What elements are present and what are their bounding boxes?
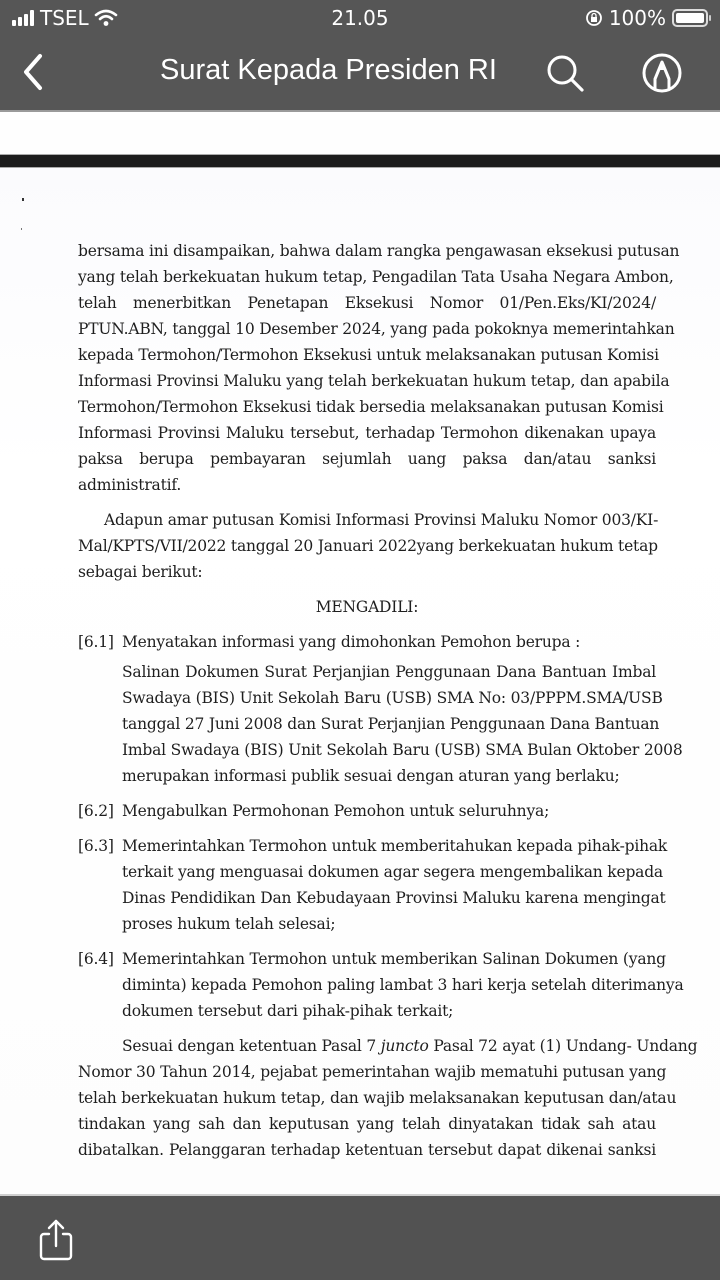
- text-line: paksa berupa pembayaran sejumlah uang paksa dan/atau sanksi: [78, 450, 656, 468]
- ruling-item-6-2: [78, 798, 656, 824]
- paragraph-3: [78, 1033, 698, 1163]
- top-bar: [0, 0, 720, 110]
- item-number: [6.3]: [78, 837, 114, 855]
- markup-pen-icon: [640, 51, 684, 95]
- text-line: bersama ini disampaikan, bahwa dalam rangka pengawasan eksekusi putusan: [78, 242, 680, 260]
- navigation-bar: [0, 40, 720, 106]
- text-line: Salinan Dokumen Surat Perjanjian Penggunaan Dana Bantuan Imbal: [122, 663, 656, 681]
- battery-icon: [672, 9, 708, 27]
- paragraph-1: [78, 238, 680, 498]
- document-page: [0, 168, 720, 1194]
- text-line: dokumen tersebut dari pihak-pihak terkait;: [122, 1002, 454, 1020]
- text-line: Imbal Swadaya (BIS) Unit Sekolah Baru (USB) SMA Bulan Oktober 2008: [122, 741, 683, 759]
- text-line: merupakan informasi publik sesuai dengan aturan yang berlaku;: [122, 767, 620, 785]
- text-line: yang telah berkekuatan hukum tetap, Pengadilan Tata Usaha Negara Ambon,: [78, 268, 674, 286]
- status-bar: [0, 0, 720, 36]
- item-number: [6.4]: [78, 950, 114, 968]
- search-icon: [544, 52, 588, 96]
- scan-speck: [22, 198, 24, 201]
- text-line: telah menerbitkan Penetapan Eksekusi Nomor 01/Pen.Eks/KI/2024/: [78, 294, 656, 312]
- carrier-name: TSEL: [40, 6, 89, 30]
- text-line: Termohon/Termohon Eksekusi tidak bersedia melaksanakan putusan Komisi: [78, 398, 664, 416]
- document-text: [78, 238, 698, 1163]
- text-line: terkait yang menguasai dokumen agar segera mengembalikan kepada: [122, 863, 663, 881]
- text-line: tanggal 27 Juni 2008 dan Surat Perjanjian Penggunaan Dana Bantuan: [122, 715, 660, 733]
- ruling-item-6-3: [78, 833, 668, 937]
- text-segment: Sesuai dengan ketentuan Pasal 7: [122, 1037, 381, 1055]
- text-line: Mengabulkan Permohonan Pemohon untuk seluruhnya;: [122, 802, 550, 820]
- document-title: Surat Kepada Presiden RI: [160, 54, 497, 86]
- text-line: Adapun amar putusan Komisi Informasi Provinsi Maluku Nomor 003/KI-: [104, 511, 659, 529]
- ruling-item-6-1: [78, 629, 683, 789]
- text-line: dibatalkan. Pelanggaran terhadap ketentuan tersebut dapat dikenai sanksi: [78, 1141, 656, 1159]
- italic-term: juncto: [380, 1037, 429, 1055]
- text-line: Swadaya (BIS) Unit Sekolah Baru (USB) SMA No: 03/PPPM.SMA/USB: [122, 689, 663, 707]
- markup-button[interactable]: [640, 51, 684, 95]
- status-right: [585, 6, 708, 30]
- search-button[interactable]: [544, 52, 588, 96]
- text-line: Dinas Pendidikan Dan Kebudayaan Provinsi Maluku karena mengingat: [122, 889, 666, 907]
- status-time: 21.05: [331, 6, 389, 30]
- ruling-item-6-4: [78, 946, 684, 1024]
- section-heading: MENGADILI:: [315, 598, 419, 616]
- battery-percent: 100%: [608, 6, 666, 30]
- text-line: [78, 1033, 698, 1059]
- chevron-left-icon: [18, 52, 54, 92]
- text-line: Informasi Provinsi Maluku yang telah berkekuatan hukum tetap, dan apabila: [78, 372, 670, 390]
- text-line: administratif.: [78, 476, 182, 494]
- paragraph-2: [78, 507, 659, 585]
- text-line: Informasi Provinsi Maluku tersebut, terhadap Termohon dikenakan upaya: [78, 424, 656, 442]
- page-separator: [0, 154, 720, 168]
- text-line: telah berkekuatan hukum tetap, dan wajib melaksanakan keputusan dan/atau: [78, 1089, 677, 1107]
- text-line: proses hukum telah selesai;: [122, 915, 336, 933]
- text-line: Mal/KPTS/VII/2022 tanggal 20 Januari 2022yang berkekuatan hukum tetap: [78, 537, 658, 555]
- text-line: sebagai berikut:: [78, 563, 203, 581]
- text-line: Memerintahkan Termohon untuk memberikan Salinan Dokumen (yang: [122, 950, 666, 968]
- back-button[interactable]: [18, 52, 54, 92]
- text-line: PTUN.ABN, tanggal 10 Desember 2024, yang pada pokoknya memerintahkan: [78, 320, 675, 338]
- text-line: Menyatakan informasi yang dimohonkan Pemohon berupa :: [122, 633, 581, 651]
- text-line: kepada Termohon/Termohon Eksekusi untuk melaksanakan putusan Komisi: [78, 346, 659, 364]
- text-line: Memerintahkan Termohon untuk memberitahukan kepada pihak-pihak: [122, 837, 668, 855]
- share-button[interactable]: [36, 1218, 76, 1262]
- rotation-lock-icon: [585, 9, 603, 27]
- share-icon: [36, 1218, 76, 1262]
- scan-speck: [21, 228, 22, 230]
- text-segment: Pasal 72 ayat (1) Undang- Undang: [428, 1037, 698, 1055]
- bottom-toolbar: [0, 1194, 720, 1280]
- document-viewer[interactable]: [0, 110, 720, 1194]
- item-number: [6.1]: [78, 633, 114, 651]
- text-line: tindakan yang sah dan keputusan yang telah dinyatakan tidak sah atau: [78, 1115, 656, 1133]
- previous-page-bottom: [0, 110, 720, 154]
- item-number: [6.2]: [78, 802, 114, 820]
- text-line: Nomor 30 Tahun 2014, pejabat pemerintahan wajib mematuhi putusan yang: [78, 1063, 667, 1081]
- text-line: diminta) kepada Pemohon paling lambat 3 hari kerja setelah diterimanya: [122, 976, 684, 994]
